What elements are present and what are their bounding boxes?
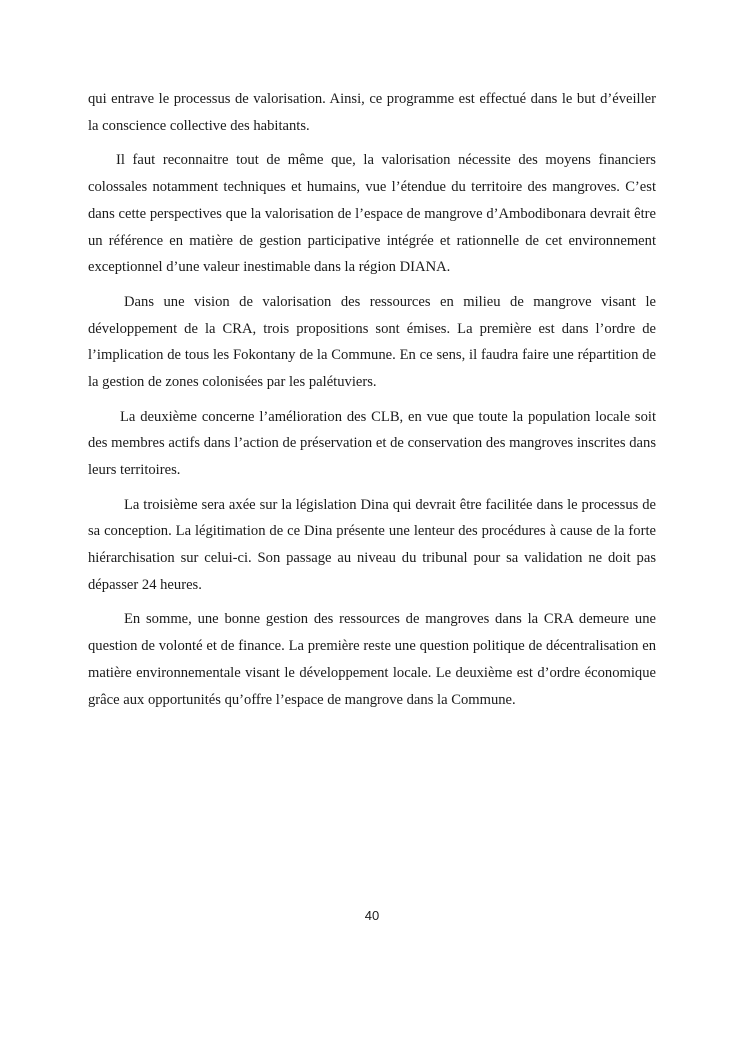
paragraph-third-proposal: La troisième sera axée sur la législation Dina qui devrait être facilitée dans le processus de sa conception. La légitimation de ce Dina présente une lenteur des procédures à cause de la forte hiérarchisation sur celui-ci. Son passage au niveau du tribunal pour sa validation ne doit pas dépasser 24 heures.	[88, 496, 656, 593]
page-number: 40	[364, 908, 380, 923]
body-text	[88, 86, 656, 721]
paragraph-conclusion: En somme, une bonne gestion des ressources de mangroves dans la CRA demeure une question de volonté et de finance. La première reste une question politique de décentralisation en matière environnementale visant le développement locale. Le deuxième est d’ordre économique grâce aux opportunités qu’offre l’espace de mangrove dans la Commune.	[88, 611, 656, 708]
paragraph-financing: Il faut reconnaitre tout de même que, la valorisation nécessite des moyens financiers colossales notamment techniques et humains, vue l’étendue du territoire des mangroves. C’est dans cette perspectives que la valorisation de l’espace de mangrove d’Ambodibonara devrait être un référence en matière de gestion participative intégrée et rationnelle de cet environnement exceptionnel d’une valeur inestimable dans la région DIANA.	[88, 152, 656, 276]
paragraph-second-proposal: La deuxième concerne l’amélioration des CLB, en vue que toute la population locale soit des membres actifs dans l’action de préservation et de conservation des mangroves inscrites dans leurs territoires.	[88, 408, 656, 479]
paragraph-continuation: qui entrave le processus de valorisation. Ainsi, ce programme est effectué dans le but d’éveiller la conscience collective des habitants.	[88, 91, 656, 134]
paragraph-proposals: Dans une vision de valorisation des ressources en milieu de mangrove visant le développement de la CRA, trois propositions sont émises. La première est dans l’ordre de l’implication de tous les Fokontany de la Commune. En ce sens, il faudra faire une répartition de la gestion de zones colonisées par les palétuviers.	[88, 293, 656, 391]
